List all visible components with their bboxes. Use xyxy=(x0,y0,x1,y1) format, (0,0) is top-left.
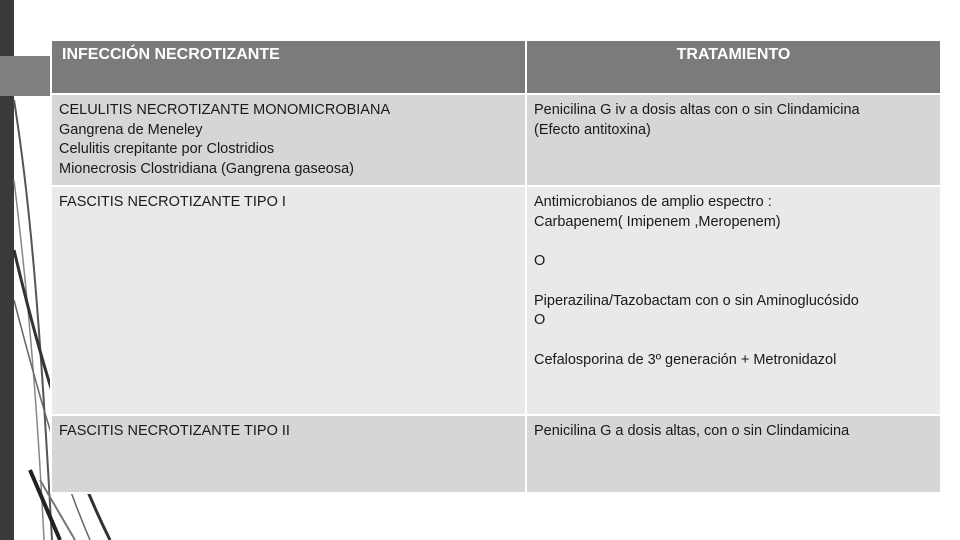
spacer xyxy=(534,232,933,252)
cell-line: CELULITIS NECROTIZANTE MONOMICROBIANA xyxy=(59,102,391,118)
table-row xyxy=(51,94,941,186)
header-infection: INFECCIÓN NECROTIZANTE xyxy=(51,40,526,94)
cell-line: Penicilina G iv a dosis altas con o sin Clindamicina xyxy=(534,102,860,118)
infection-cell xyxy=(51,186,526,415)
cell-line: Carbapenem( Imipenem ,Meropenem) xyxy=(534,213,781,230)
table-header-row xyxy=(51,40,941,94)
cell-line: Gangrena de Meneley xyxy=(59,121,203,138)
cell-line: O xyxy=(534,312,546,328)
spacer xyxy=(534,272,933,292)
treatment-table xyxy=(50,39,942,494)
cell-line: Cefalosporina de 3º generación + Metronidazol xyxy=(534,351,837,368)
spacer xyxy=(534,331,933,351)
treatment-cell xyxy=(526,94,941,186)
treatment-cell xyxy=(526,186,941,415)
cell-line: Piperazilina/Tazobactam con o sin Aminoglucósido xyxy=(534,292,859,309)
cell-line: (Efecto antitoxina) xyxy=(534,121,651,138)
cell-line: Antimicrobianos de amplio espectro : xyxy=(534,194,772,210)
cell-line: Celulitis crepitante por Clostridios xyxy=(59,141,275,157)
cell-line: O xyxy=(534,253,546,269)
infection-cell xyxy=(51,94,526,186)
treatment-cell xyxy=(526,415,941,493)
cell-line: Penicilina G a dosis altas, con o sin Clindamicina xyxy=(534,423,850,439)
infection-cell xyxy=(51,415,526,493)
cell-line: FASCITIS NECROTIZANTE TIPO I xyxy=(59,194,286,210)
cell-line: Mionecrosis Clostridiana (Gangrena gaseosa) xyxy=(59,160,354,177)
header-treatment: TRATAMIENTO xyxy=(526,40,941,94)
table-row xyxy=(51,186,941,415)
table-row xyxy=(51,415,941,493)
cell-line: FASCITIS NECROTIZANTE TIPO II xyxy=(59,423,290,439)
